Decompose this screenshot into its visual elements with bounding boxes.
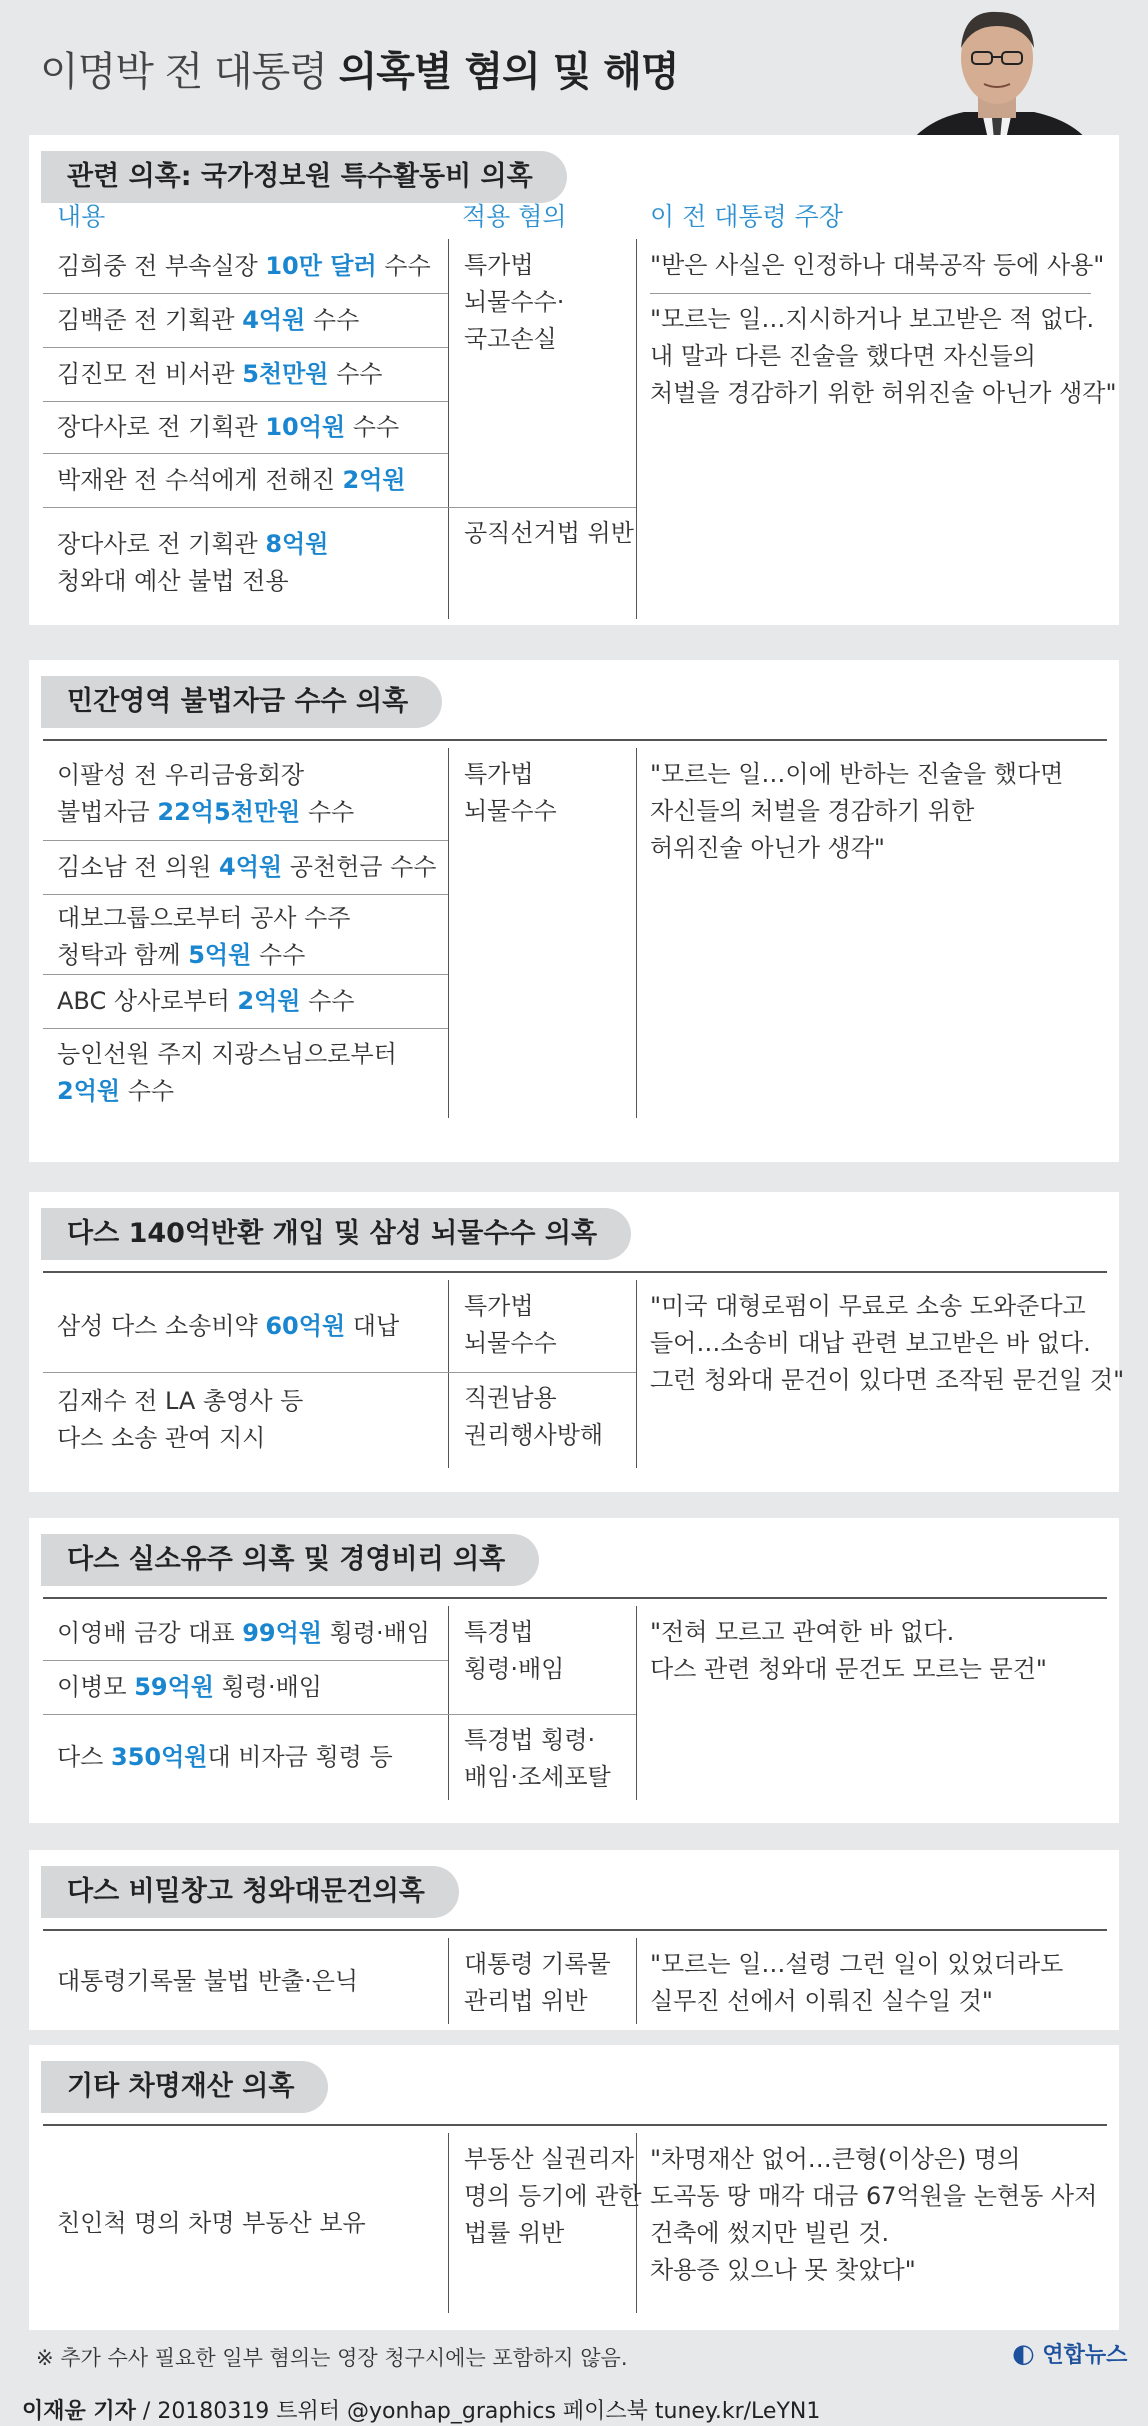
item-text: 김백준 전 기획관 bbox=[57, 305, 243, 334]
amount-highlight: 2억원 bbox=[57, 1077, 121, 1105]
yonhap-logo bbox=[1012, 2338, 1127, 2369]
claim-text: "미국 대형로펌이 무료로 소송 도와준다고 bbox=[650, 1292, 1086, 1320]
charge-text: 뇌물수수 bbox=[464, 1329, 557, 1357]
allegation-item bbox=[57, 1669, 322, 1706]
row-divider bbox=[43, 1714, 448, 1715]
item-text: 수수 bbox=[328, 359, 383, 388]
allegation-item bbox=[57, 1963, 358, 2000]
title-emphasis: 의혹별 혐의 및 해명 bbox=[338, 49, 679, 95]
row-divider bbox=[43, 840, 448, 841]
amount-highlight: 2억원 bbox=[342, 465, 406, 494]
allegation-item bbox=[57, 794, 354, 831]
item-text: 청탁과 함께 bbox=[57, 941, 189, 969]
logo-icon: ◐ bbox=[1012, 2339, 1035, 2369]
column-divider bbox=[636, 1606, 637, 1800]
item-text: 이영배 금강 대표 bbox=[57, 1618, 243, 1647]
allegation-item bbox=[57, 526, 328, 563]
section-top-rule bbox=[43, 2124, 1107, 2126]
charge-divider bbox=[448, 1714, 636, 1715]
allegation-item bbox=[57, 563, 289, 600]
claim-text: "모르는 일…설령 그런 일이 있었더라도 bbox=[650, 1950, 1064, 1978]
claim-text: 처벌을 경감하기 위한 허위진술 아닌가 생각" bbox=[650, 379, 1117, 407]
section-panel bbox=[29, 1192, 1125, 1492]
claim-text: 실무진 선에서 이뤄진 실수일 것" bbox=[650, 1987, 993, 2015]
section-heading: 다스 140억반환 개입 및 삼성 뇌물수수 의혹 bbox=[41, 1208, 631, 1260]
item-text: 대납 bbox=[345, 1311, 400, 1340]
title-prefix: 이명박 전 대통령 bbox=[40, 49, 327, 95]
allegation-item bbox=[57, 983, 354, 1020]
amount-highlight: 8억원 bbox=[265, 530, 329, 558]
item-text: 수수 bbox=[120, 1077, 175, 1105]
section-panel bbox=[29, 135, 1119, 625]
charge-text: 배임·조세포탈 bbox=[464, 1763, 611, 1791]
allegation-item bbox=[57, 302, 359, 339]
charge-text: 공직선거법 위반 bbox=[464, 519, 634, 547]
charge-text: 특경법 bbox=[464, 1618, 534, 1646]
item-text: 청와대 예산 불법 전용 bbox=[57, 567, 289, 595]
item-text: 김재수 전 LA 총영사 등 bbox=[57, 1387, 304, 1415]
item-text: 장다사로 전 기획관 bbox=[57, 530, 266, 558]
row-divider bbox=[43, 1660, 448, 1661]
allegation-item bbox=[57, 409, 399, 446]
charge-divider bbox=[448, 1372, 636, 1373]
claim-text: 도곡동 땅 매각 대금 67억원을 논현동 사저 bbox=[650, 2182, 1098, 2210]
item-text: 박재완 전 수석에게 전해진 bbox=[57, 465, 343, 494]
row-divider bbox=[43, 293, 448, 294]
item-text: 불법자금 bbox=[57, 798, 158, 826]
amount-highlight: 5억원 bbox=[188, 941, 252, 969]
allegation-item bbox=[57, 1420, 265, 1457]
allegation-item bbox=[57, 2205, 366, 2242]
charge-text: 직권남용 bbox=[464, 1384, 557, 1412]
amount-highlight: 10만 달러 bbox=[265, 251, 377, 280]
credit-line bbox=[22, 2394, 820, 2425]
section-heading: 다스 실소유주 의혹 및 경영비리 의혹 bbox=[41, 1534, 539, 1586]
amount-highlight: 99억원 bbox=[242, 1618, 322, 1647]
claim-text: 그런 청와대 문건이 있다면 조작된 문건일 것" bbox=[650, 1366, 1125, 1394]
column-divider bbox=[636, 2133, 637, 2313]
allegation-item bbox=[57, 1308, 399, 1345]
section-panel bbox=[29, 660, 1119, 1162]
credit-rest: / 20180319 트위터 @yonhap_graphics 페이스북 tuney.kr/LeYN1 bbox=[135, 2399, 821, 2424]
row-divider bbox=[43, 507, 448, 508]
claim-text: "모르는 일…이에 반하는 진술을 했다면 bbox=[650, 760, 1064, 788]
column-divider bbox=[636, 1938, 637, 2024]
section-top-rule bbox=[43, 1271, 1107, 1273]
row-divider bbox=[43, 1028, 448, 1029]
column-divider bbox=[636, 1280, 637, 1468]
amount-highlight: 5천만원 bbox=[242, 359, 329, 388]
claim-text: "전혀 모르고 관여한 바 없다. bbox=[650, 1618, 955, 1646]
claim-divider bbox=[650, 293, 1091, 294]
allegation-item bbox=[57, 1739, 393, 1776]
charge-text: 국고손실 bbox=[464, 325, 557, 353]
section-heading: 기타 차명재산 의혹 bbox=[41, 2061, 328, 2113]
claim-text: 들어…소송비 대납 관련 보고받은 바 없다. bbox=[650, 1329, 1091, 1357]
charge-divider bbox=[448, 507, 636, 508]
claim-text: 다스 관련 청와대 문건도 모르는 문건" bbox=[650, 1655, 1047, 1683]
section-panel bbox=[29, 1850, 1119, 2030]
item-text: 수수 bbox=[251, 941, 306, 969]
charge-text: 관리법 위반 bbox=[464, 1987, 588, 2015]
row-divider bbox=[43, 347, 448, 348]
section-top-rule bbox=[43, 1597, 1107, 1599]
item-text: 장다사로 전 기획관 bbox=[57, 412, 266, 441]
item-text: 이병모 bbox=[57, 1672, 135, 1701]
item-text: 횡령·배임 bbox=[213, 1672, 322, 1701]
charge-text: 특가법 bbox=[464, 1292, 534, 1320]
claim-text: 자신들의 처벌을 경감하기 위한 bbox=[650, 797, 975, 825]
row-divider bbox=[43, 894, 448, 895]
item-text: 대보그룹으로부터 공사 수주 bbox=[57, 904, 351, 932]
item-text: 횡령·배임 bbox=[321, 1618, 430, 1647]
column-divider bbox=[448, 1938, 449, 2024]
column-header-claim: 이 전 대통령 주장 bbox=[650, 202, 843, 231]
item-text: 대통령기록물 불법 반출·은닉 bbox=[57, 1966, 359, 1995]
claim-text: 내 말과 다른 진술을 했다면 자신들의 bbox=[650, 342, 1036, 370]
column-divider bbox=[448, 1606, 449, 1800]
amount-highlight: 4억원 bbox=[242, 305, 306, 334]
item-text: 수수 bbox=[376, 251, 431, 280]
section-panel bbox=[29, 2045, 1119, 2330]
allegation-item bbox=[57, 462, 406, 499]
amount-highlight: 4억원 bbox=[219, 852, 283, 881]
item-text: 삼성 다스 소송비약 bbox=[57, 1311, 266, 1340]
credit-author: 이재윤 기자 bbox=[22, 2399, 136, 2424]
amount-highlight: 350억원 bbox=[111, 1742, 208, 1771]
item-text: 수수 bbox=[305, 305, 360, 334]
item-text: 이팔성 전 우리금융회장 bbox=[57, 761, 305, 789]
claim-text: "모르는 일…지시하거나 보고받은 적 없다. bbox=[650, 305, 1095, 333]
column-header-content: 내용 bbox=[57, 202, 106, 231]
item-text: 다스 소송 관여 지시 bbox=[57, 1424, 266, 1452]
amount-highlight: 60억원 bbox=[265, 1311, 346, 1340]
charge-text: 부동산 실권리자 bbox=[464, 2145, 634, 2173]
charge-text: 명의 등기에 관한 bbox=[464, 2182, 642, 2210]
allegation-item bbox=[57, 356, 382, 393]
column-divider bbox=[448, 2133, 449, 2313]
item-text: 수수 bbox=[345, 412, 400, 441]
column-divider bbox=[636, 239, 637, 619]
item-text: 친인척 명의 차명 부동산 보유 bbox=[57, 2208, 366, 2237]
row-divider bbox=[43, 401, 448, 402]
claim-text: 차용증 있으나 못 찾았다" bbox=[650, 2256, 916, 2284]
allegation-item bbox=[57, 849, 436, 886]
allegation-item bbox=[57, 757, 304, 794]
item-text: 다스 bbox=[57, 1742, 111, 1771]
item-text: 수수 bbox=[300, 798, 355, 826]
column-divider bbox=[448, 748, 449, 1118]
section-top-rule bbox=[43, 1929, 1107, 1931]
allegation-item bbox=[57, 937, 305, 974]
item-text: 김희중 전 부속실장 bbox=[57, 251, 266, 280]
item-text: 대 비자금 횡령 등 bbox=[207, 1742, 393, 1771]
amount-highlight: 59억원 bbox=[134, 1672, 214, 1701]
allegation-item bbox=[57, 1036, 397, 1073]
allegation-item bbox=[57, 1383, 303, 1420]
charge-text: 특가법 bbox=[464, 760, 534, 788]
section-top-rule bbox=[43, 739, 1107, 741]
claim-text: "받은 사실은 인정하나 대북공작 등에 사용" bbox=[650, 251, 1105, 279]
row-divider bbox=[43, 453, 448, 454]
charge-text: 뇌물수수 bbox=[464, 797, 557, 825]
column-divider bbox=[448, 239, 449, 619]
charge-text: 횡령·배임 bbox=[464, 1655, 565, 1683]
item-text: ABC 상사로부터 bbox=[57, 986, 238, 1015]
column-divider bbox=[636, 748, 637, 1118]
column-divider bbox=[448, 1280, 449, 1468]
amount-highlight: 22억5천만원 bbox=[157, 798, 301, 826]
charge-text: 특가법 bbox=[464, 251, 534, 279]
item-text: 능인선원 주지 지광스님으로부터 bbox=[57, 1040, 397, 1068]
row-divider bbox=[43, 974, 448, 975]
amount-highlight: 10억원 bbox=[265, 412, 346, 441]
allegation-item bbox=[57, 1615, 430, 1652]
claim-text: 건축에 썼지만 빌린 것. bbox=[650, 2219, 890, 2247]
page-title bbox=[40, 40, 679, 97]
section-heading: 관련 의혹: 국가정보원 특수활동비 의혹 bbox=[41, 151, 567, 203]
item-text: 수수 bbox=[300, 986, 355, 1015]
footnote: ※ 추가 수사 필요한 일부 혐의는 영장 청구시에는 포함하지 않음. bbox=[36, 2346, 628, 2370]
item-text: 김소남 전 의원 bbox=[57, 852, 219, 881]
charge-text: 권리행사방해 bbox=[464, 1421, 604, 1449]
row-divider bbox=[43, 1372, 448, 1373]
section-heading: 민간영역 불법자금 수수 의혹 bbox=[41, 676, 442, 728]
allegation-item bbox=[57, 248, 431, 285]
section-heading: 다스 비밀창고 청와대문건의혹 bbox=[41, 1866, 459, 1918]
item-text: 김진모 전 비서관 bbox=[57, 359, 243, 388]
allegation-item bbox=[57, 1073, 174, 1110]
claim-text: 허위진술 아닌가 생각" bbox=[650, 834, 885, 862]
section-panel bbox=[29, 1518, 1119, 1823]
charge-text: 뇌물수수· bbox=[464, 288, 565, 316]
allegation-item bbox=[57, 900, 350, 937]
charge-text: 대통령 기록물 bbox=[464, 1950, 611, 1978]
column-header-charge: 적용 혐의 bbox=[462, 202, 567, 231]
charge-text: 법률 위반 bbox=[464, 2219, 565, 2247]
logo-text: 연합뉴스 bbox=[1042, 2343, 1128, 2368]
charge-text: 특경법 횡령· bbox=[464, 1726, 596, 1754]
item-text: 공천헌금 수수 bbox=[282, 852, 437, 881]
claim-text: "차명재산 없어…큰형(이상은) 명의 bbox=[650, 2145, 1021, 2173]
amount-highlight: 2억원 bbox=[237, 986, 301, 1015]
